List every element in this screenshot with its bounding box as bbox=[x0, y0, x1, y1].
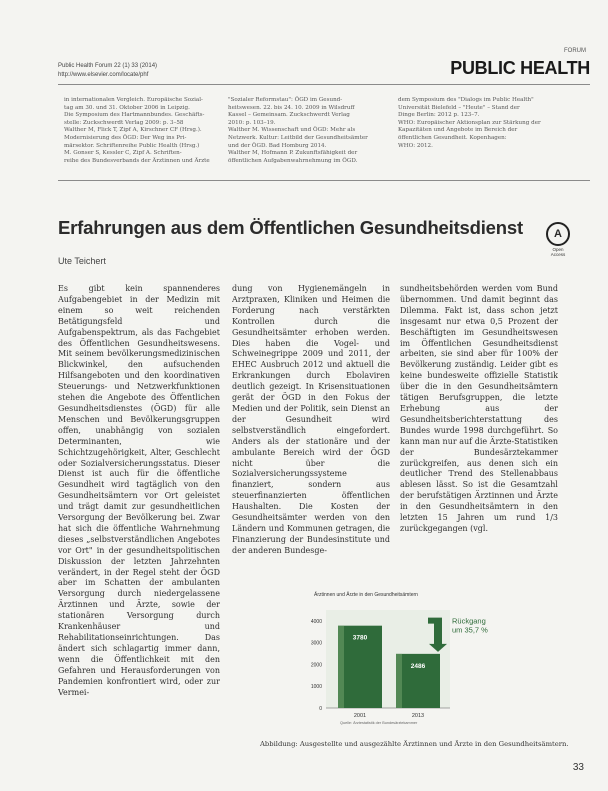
reference-line: WHO: Europäischer Aktionsplan zur Stärkung der bbox=[398, 119, 541, 126]
references-rule bbox=[58, 180, 590, 181]
references-col-2 bbox=[228, 97, 378, 165]
body-column-2 bbox=[232, 284, 390, 576]
bar-chart bbox=[290, 604, 490, 724]
page-number: 33 bbox=[572, 762, 584, 773]
reference-line: "Sozialer Reformstau": ÖGD im Gesund- bbox=[228, 97, 343, 103]
reference-line: Kassel – Gemeinsam. Zuckschwerdt Verlag bbox=[228, 112, 350, 119]
chart-footnote: Quelle: Ärztestatistik der Bundesärztekammer bbox=[340, 721, 418, 725]
y-tick-label: 3000 bbox=[310, 640, 322, 647]
reference-line: 2010: p. 103–19. bbox=[228, 119, 276, 126]
reference-line: Universität Bielefeld – "Heute" – Stand der bbox=[398, 104, 520, 111]
journal-logo: PUBLIC HEALTH bbox=[450, 58, 590, 78]
open-access-icon: A bbox=[546, 222, 570, 246]
bar-value-label: 3780 bbox=[352, 634, 368, 642]
open-access-label: Open Access bbox=[550, 247, 566, 257]
reference-line: öffentlichen Gesundheit. Kopenhagen: bbox=[398, 134, 507, 141]
reference-line: in internationalen Vergleich. Europäische Sozial- bbox=[64, 97, 203, 103]
y-tick-label: 4000 bbox=[310, 618, 322, 625]
reference-line: öffentlichen Aufgabenwahrnehmung im ÖGD. bbox=[228, 157, 358, 164]
logo-super: FORUM bbox=[564, 48, 586, 54]
reference-line: Die Symposium des Hartmannbundes. Geschäfts- bbox=[64, 112, 205, 119]
header-rule bbox=[58, 84, 590, 85]
reference-line: stelle: Zuckschwerdt Verlag 2009: p. 3–58 bbox=[64, 119, 184, 126]
annotation-line-2: um 35,7 % bbox=[452, 625, 488, 635]
x-tick-label: 2001 bbox=[353, 713, 367, 719]
reference-line: Walther M, Hofmann P. Zukunftsfähigkeit der bbox=[228, 150, 358, 157]
reference-line: Dinge Berlin: 2012 p. 123–7. bbox=[398, 112, 480, 119]
body-column-1 bbox=[58, 284, 220, 736]
body-column-3 bbox=[400, 284, 558, 576]
reference-line: tag am 30. und 31. Oktober 2006 in Leipzig. bbox=[64, 104, 190, 111]
journal-url[interactable]: http://www.elsevier.com/locate/phf bbox=[58, 72, 149, 78]
body-text-1: Es gibt kein spannenderes Aufgabengebiet in der Medizin mit einem so weit reichenden Betätigungsfeld und Aufgabenspektrum, als das Fachgebiet des Öffentlichen Gesundheitswesens. Mit seinem bevölkerungsmedizinischen Blickwinkel, den aufsuchenden Hilfsangeboten und den koordinativen Steuerungs- und Netzwerkfunktionen stehen die Angebote des Öffentlichen Gesundheitsdienstes (ÖGD) für alle Menschen und Bevölkerungsgruppen offen, unabhängig von sozialen Determinanten, wie Schichtzugehörigkeit, Alter, Geschlecht oder Sozialversicherungsstatus. Dieser Dienst ist auch für die öffentliche Gesundheit wird tagtäglich von den Gesundheitsämtern vor Ort geleistet und trägt damit zur gesundheitlichen Versorgung der Bevölkerung bei. Zwar hat sich die öffentliche Wahrnehmung dieses „selbstverständlichen Angebotes vor Ort" in der gesundheitspolitischen Diskussion der letzten Jahrzehnten verändert, in der Regel steht der ÖGD aber im Schatten der ambulanten Versorgung durch niedergelassene Ärztinnen und Ärzte, sowie der stationären Versorgung durch Krankenhäuser und Rehabilitationseinrichtungen. Das ändert sich schlagartig immer dann, wenn die Öffentlichkeit mit den Gefahren und Herausforderungen von Pandemien konfrontiert wird, oder zur Vermei- bbox=[58, 284, 220, 697]
article-author: Ute Teichert bbox=[58, 256, 106, 266]
reference-line: dem Symposium des "Dialogs im Public Health" bbox=[398, 97, 534, 103]
reference-line: märsektor. Schriftenreihe Public Health (Hrsg.) bbox=[64, 142, 200, 149]
references-col-3 bbox=[398, 97, 563, 150]
reference-line: Walther M. Wissenschaft und ÖGD: Mehr als bbox=[228, 127, 356, 134]
reference-line: Walther M, Flick T, Zipf A, Kirschner CF (Hrsg.). bbox=[64, 127, 202, 134]
chart-title: Ärztinnen und Ärzte in den Gesundheitsämtern bbox=[314, 592, 418, 598]
article-title: Erfahrungen aus dem Öffentlichen Gesundheitsdienst bbox=[58, 217, 523, 238]
y-tick-label: 1000 bbox=[310, 684, 322, 691]
reference-line: heitswesen. 22. bis 24. 10. 2009 in Wilsdruff bbox=[228, 104, 355, 111]
bar-highlight bbox=[396, 654, 402, 708]
journal-citation: Public Health Forum 22 (1) 33 (2014) bbox=[58, 63, 158, 69]
reference-line: reihe des Bundesverbands der Ärztinnen und Ärzte bbox=[64, 157, 210, 164]
body-text-3: sundheitsbehörden werden vom Bund übernommen. Und damit beginnt das Dilemma. Fakt ist, dass schon jetzt insgesamt nur etwa 0,5 Prozent der Beschäftigten im Gesundheitswesen im Öffentlichen Gesundheitsdienst arbeiten, sie sind aber für 100% der Bevölkerung zuständig. Leider gibt es keine bundesweite offizielle Statistik über die in den Gesundheitsämtern tätigen Berufsgruppen, die letzte Erhebung aus der Gesundheitsberichterstattung des Bundes wurde 1998 durchgeführt. So kann man nur auf die Ärzte-Statistiken der Bundesärztekammer zurückgreifen, aus denen sich ein deutlicher Trend des Stellenabbaus ablesen lässt. So ist die Gesamtzahl der berufstätigen Ärztinnen und Ärzte in den Gesundheitsämtern in den letzten 15 Jahren um rund 1/3 zurückgegangen (vgl. bbox=[400, 284, 558, 533]
y-tick-label: 2000 bbox=[310, 662, 322, 669]
reference-line: Kapazitäten und Angebote im Bereich der bbox=[398, 127, 518, 134]
y-tick-label: 0 bbox=[319, 706, 322, 712]
open-access-badge bbox=[545, 222, 571, 257]
reference-line: Modernisierung des ÖGD: Der Weg ins Pri- bbox=[64, 134, 187, 141]
reference-line: M. Gonser S, Kessler C, Zipf A. Schriften- bbox=[64, 150, 182, 157]
bar-highlight bbox=[338, 626, 344, 708]
reference-line: und der ÖGD. Bad Homburg 2014. bbox=[228, 142, 327, 149]
reference-line: WHO: 2012. bbox=[398, 142, 433, 149]
bar-value-label: 2486 bbox=[410, 662, 426, 670]
body-text-2: dung von Hygienemängeln in Arztpraxen, Kliniken und Heimen die Forderung nach verstärkten Kontrollen durch die Gesundheitsämter erhoben werden. Dies haben die Vogel- und Schweinegrippe 2009 und 2011, der EHEC Ausbruch 2012 und aktuell die Erkrankungen durch Ebolaviren deutlich gezeigt. In Krisensituationen gerät der ÖGD in den Fokus der Medien und der Politik, sein Dienst an der Gesundheit wird selbstverständlich eingefordert. Anders als der stationäre und der ambulante Bereich wird der ÖGD nicht über die Sozialversicherungssysteme finanziert, sondern aus steuerfinanzierten öffentlichen Haushalten. Die Kosten der Gesundheitsämter werden von den Ländern und Kommunen getragen, die Finanzierung der Bundesinstitute und der anderen Bundesge- bbox=[232, 284, 390, 555]
figure-caption: Abbildung: Ausgestellte und ausgezählte Ärztinnen und Ärzte in den Gesundheitsämtern. bbox=[260, 740, 569, 748]
reference-line: Netzwerk. Kultur: Leitbild der Gesundheitsämter bbox=[228, 134, 368, 141]
annotation-line-1: Rückgang bbox=[452, 616, 486, 626]
references-col-1 bbox=[64, 97, 214, 165]
x-tick-label: 2013 bbox=[411, 713, 425, 719]
